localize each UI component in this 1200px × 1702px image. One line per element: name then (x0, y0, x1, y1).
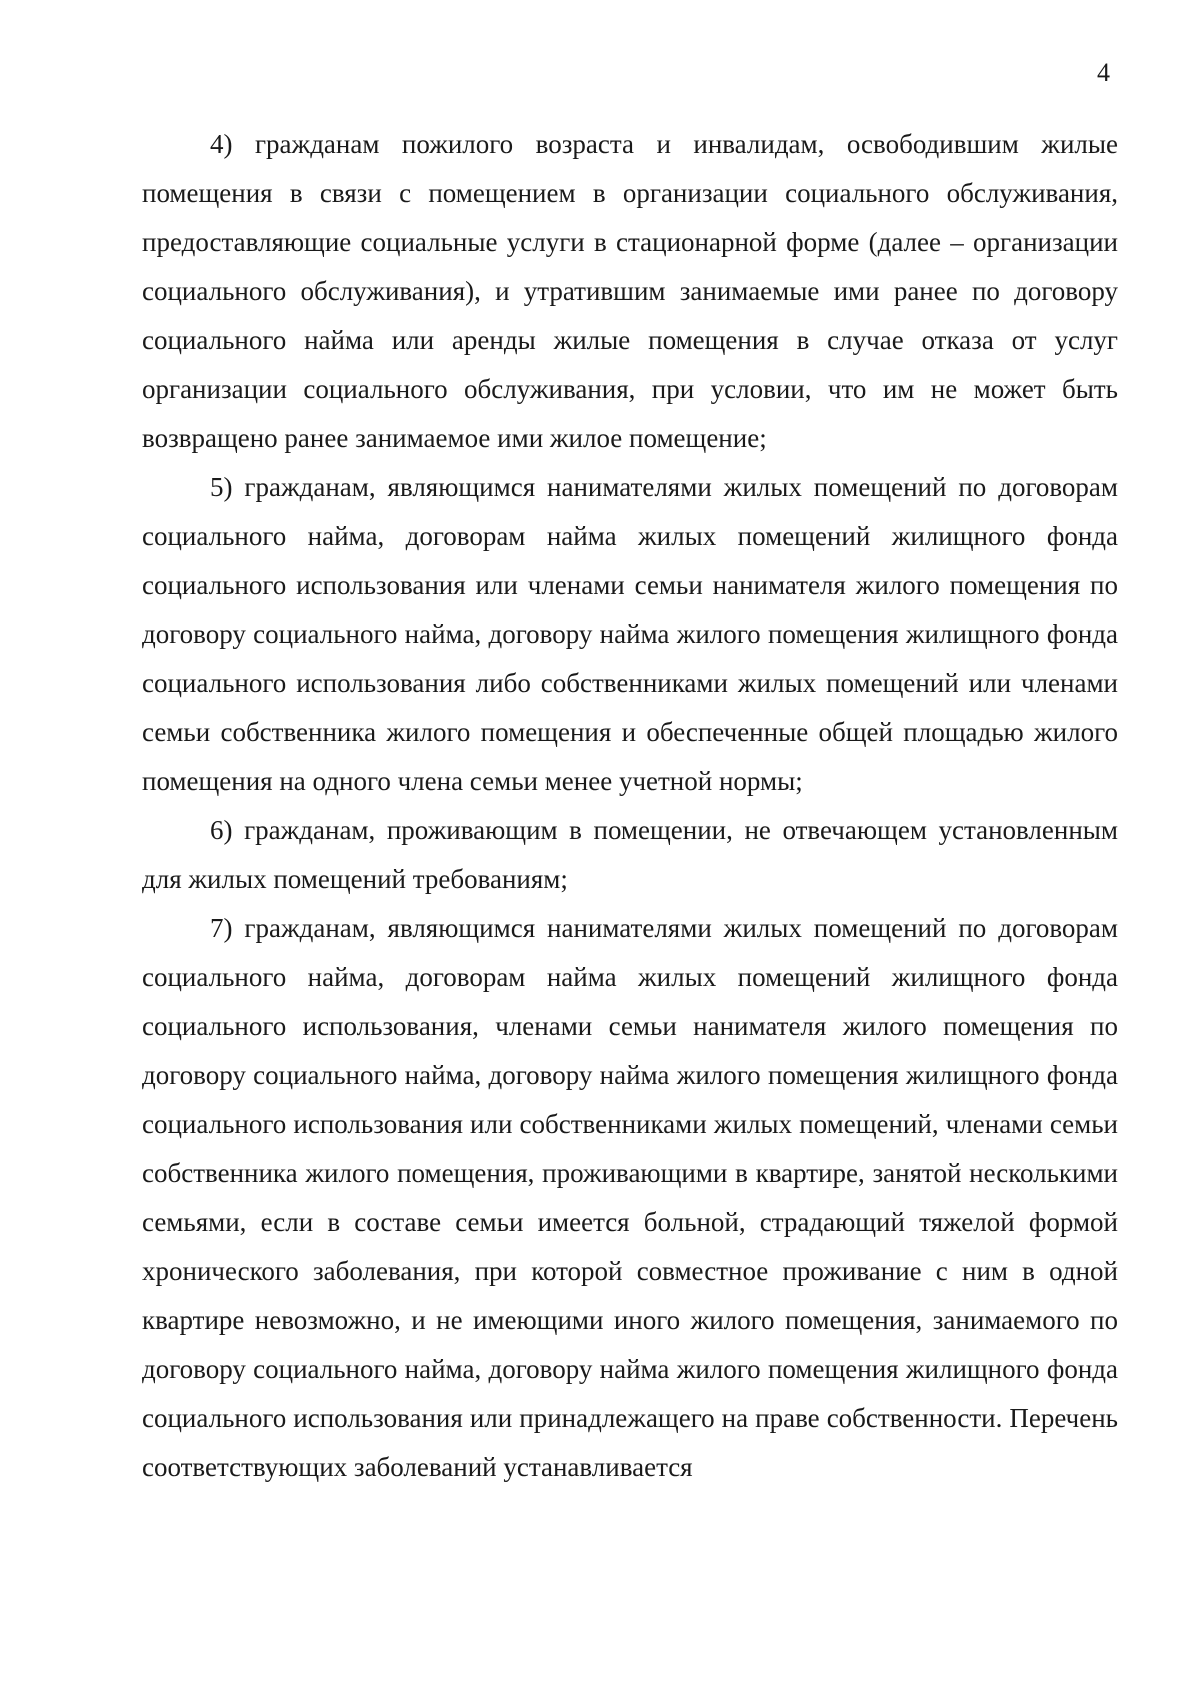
document-body (142, 120, 1118, 1492)
paragraph-item-7: 7) гражданам, являющимся нанимателями жилых помещений по договорам социального найма, договорам найма жилых помещений жилищного фонда социального использования, членами семьи нанимателя жилого помещения по договору социального найма, договору найма жилого помещения жилищного фонда социального использования или собственниками жилых помещений, членами семьи собственника жилого помещения, проживающими в квартире, занятой несколькими семьями, если в составе семьи имеется больной, страдающий тяжелой формой хронического заболевания, при которой совместное проживание с ним в одной квартире невозможно, и не имеющими иного жилого помещения, занимаемого по договору социального найма, договору найма жилого помещения жилищного фонда социального использования или принадлежащего на праве собственности. Перечень соответствующих заболеваний устанавливается (142, 913, 1118, 1482)
paragraph-item-6: 6) гражданам, проживающим в помещении, не отвечающем установленным для жилых помещений требованиям; (142, 815, 1118, 894)
paragraph-item-4: 4) гражданам пожилого возраста и инвалидам, освободившим жилые помещения в связи с помещением в организации социального обслуживания, предоставляющие социальные услуги в стационарной форме (далее – организации социального обслуживания), и утратившим занимаемые ими ранее по договору социального найма или аренды жилые помещения в случае отказа от услуг организации социального обслуживания, при условии, что им не может быть возвращено ранее занимаемое ими жилое помещение; (142, 129, 1118, 453)
paragraph-item-5: 5) гражданам, являющимся нанимателями жилых помещений по договорам социального найма, договорам найма жилых помещений жилищного фонда социального использования или членами семьи нанимателя жилого помещения по договору социального найма, договору найма жилого помещения жилищного фонда социального использования либо собственниками жилых помещений или членами семьи собственника жилого помещения и обеспеченные общей площадью жилого помещения на одного члена семьи менее учетной нормы; (142, 472, 1118, 796)
page-number: 4 (1097, 58, 1110, 87)
